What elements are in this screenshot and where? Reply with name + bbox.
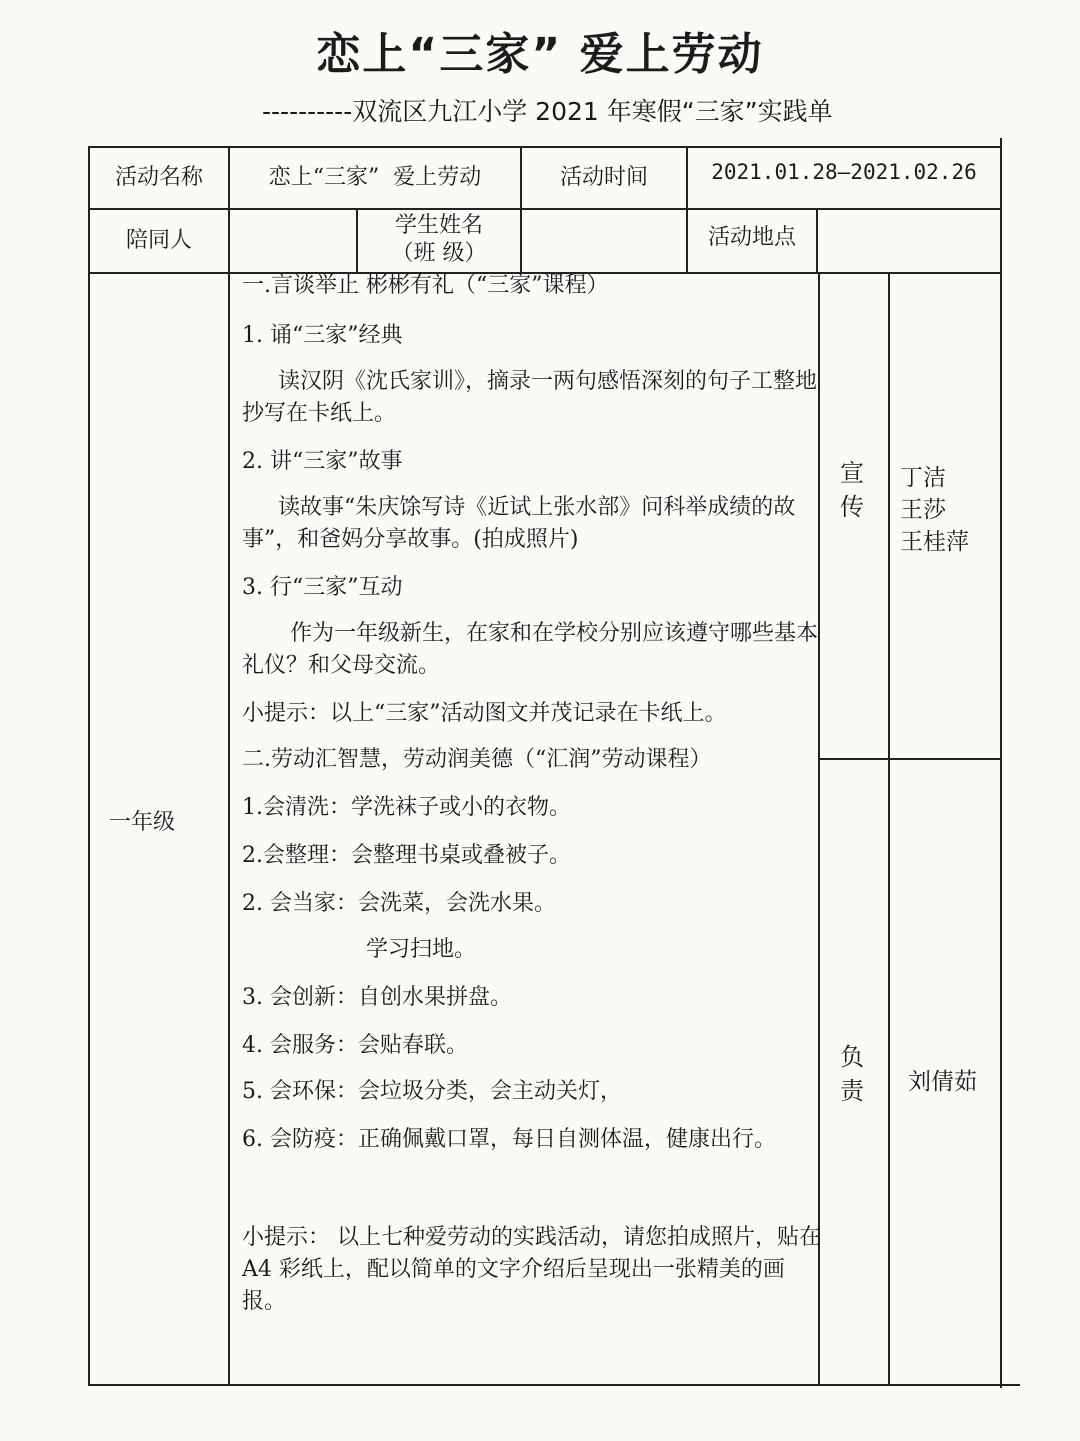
item3-body: 作为一年级新生，在家和在学校分别应该遵守哪些基本礼仪？和父母交流。 bbox=[242, 621, 819, 678]
companion-label: 陪同人 bbox=[125, 228, 192, 253]
labor-item: 6. 会防疫：正确佩戴口罩，每日自测体温，健康出行。 bbox=[242, 1127, 776, 1152]
activity-time-label: 活动时间 bbox=[559, 165, 648, 190]
student-name-label-line2: （班 级） bbox=[391, 241, 487, 266]
labor-item: 5. 会环保：会垃圾分类，会主动关灯， bbox=[242, 1079, 622, 1104]
labor-item: 学习扫地。 bbox=[366, 937, 477, 962]
person-name: 王桂萍 bbox=[900, 529, 969, 555]
page-subtitle: ----------双流区九江小学 2021 年寒假“三家”实践单 bbox=[262, 97, 833, 126]
student-name-label bbox=[358, 208, 520, 272]
tip1: 小提示：以上“三家”活动图文并茂记录在卡纸上。 bbox=[242, 701, 727, 726]
labor-item: 4. 会服务：会贴春联。 bbox=[242, 1033, 468, 1058]
publicity-label bbox=[832, 456, 872, 524]
col-divider bbox=[228, 146, 230, 1386]
labor-item: 1.会清洗：学洗袜子或小的衣物。 bbox=[242, 795, 571, 820]
person-name: 丁洁 bbox=[900, 465, 946, 491]
location-value bbox=[818, 210, 1000, 272]
location-label: 活动地点 bbox=[707, 225, 796, 250]
activity-name-value: 恋上“三家” 爱上劳动 bbox=[268, 165, 482, 190]
col-divider bbox=[888, 272, 890, 1386]
tip2: 小提示： 以上七种爱劳动的实践活动，请您拍成照片，贴在 A4 彩纸上，配以简单的文字介绍后呈现出一张精美的画报。 bbox=[242, 1225, 821, 1314]
labor-item: 2.会整理：会整理书桌或叠被子。 bbox=[242, 843, 571, 868]
charge-label bbox=[832, 1040, 872, 1108]
item3-title: 3. 行“三家”互动 bbox=[242, 575, 403, 600]
charge-char-2: 责 bbox=[840, 1077, 864, 1105]
practice-sheet-table bbox=[88, 138, 1020, 1390]
grade-label: 一年级 bbox=[108, 810, 175, 835]
labor-item: 3. 会创新：自创水果拼盘。 bbox=[242, 985, 512, 1010]
publicity-char-2: 传 bbox=[840, 493, 864, 521]
labor-item: 2. 会当家：会洗菜，会洗水果。 bbox=[242, 891, 556, 916]
student-name-value bbox=[522, 210, 686, 272]
student-name-label-line1: 学生姓名 bbox=[394, 213, 483, 238]
charge-names bbox=[908, 1066, 977, 1098]
person-name: 刘倩茹 bbox=[908, 1069, 977, 1095]
col-divider bbox=[818, 272, 820, 1386]
item2-title: 2. 讲“三家”故事 bbox=[242, 449, 403, 474]
charge-char-1: 负 bbox=[840, 1043, 864, 1071]
publicity-char-1: 宣 bbox=[840, 459, 864, 487]
section1-title: 一.言谈举止 彬彬有礼（“三家”课程） bbox=[242, 273, 609, 298]
item1-body: 读汉阴《沈氏家训》，摘录一两句感悟深刻的句子工整地抄写在卡纸上。 bbox=[242, 369, 818, 426]
item1-title: 1. 诵“三家”经典 bbox=[242, 323, 403, 348]
companion-value bbox=[230, 210, 356, 272]
activity-name-label: 活动名称 bbox=[114, 165, 203, 190]
role-divider bbox=[818, 758, 1002, 760]
person-name: 王莎 bbox=[900, 497, 946, 523]
item2-body: 读故事“朱庆馀写诗《近试上张水部》问科举成绩的故事”，和爸妈分享故事。(拍成照片) bbox=[242, 495, 796, 552]
section2-title: 二.劳动汇智慧，劳动润美德（“汇润”劳动课程） bbox=[242, 747, 712, 772]
page-title: 恋上“三家” 爱上劳动 bbox=[316, 29, 764, 80]
activity-time-value: 2021.01.28—2021.02.26 bbox=[711, 160, 977, 184]
table-border-right bbox=[1000, 138, 1002, 1388]
publicity-names bbox=[900, 462, 969, 558]
table-border-left bbox=[88, 146, 90, 1386]
